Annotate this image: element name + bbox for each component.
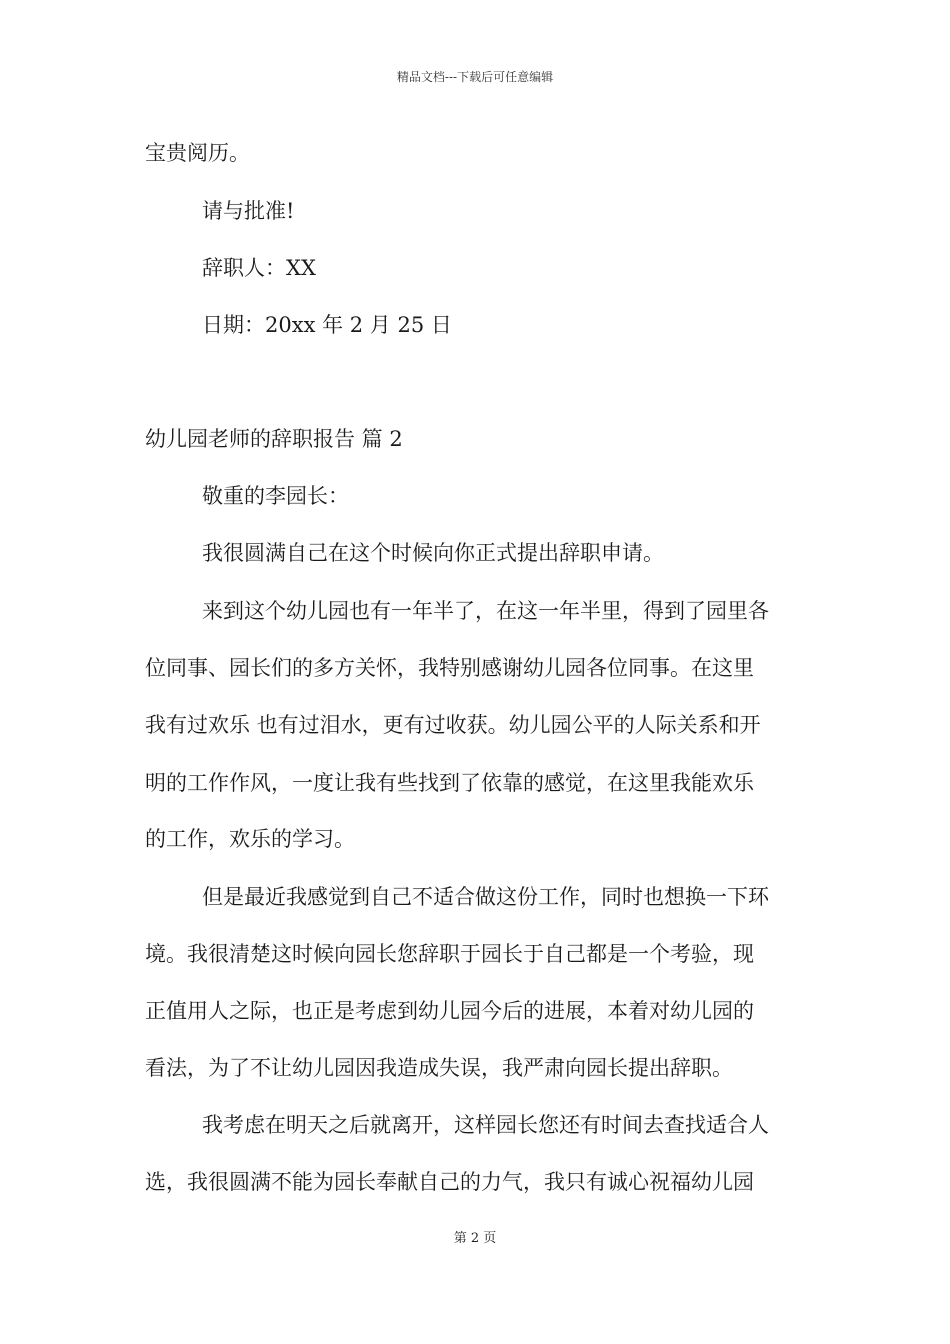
- section-title: 幼儿园老师的辞职报告 篇 2: [145, 427, 403, 451]
- paragraph-line: 正值用人之际，也正是考虑到幼儿园今后的进展，本着对幼儿园的: [145, 999, 754, 1023]
- page-number: 第 2 页: [453, 1231, 497, 1246]
- paragraph-line: 我很圆满自己在这个时候向你正式提出辞职申请。: [202, 541, 664, 565]
- page-header: 精品文档---下载后可任意编辑: [396, 70, 554, 84]
- paragraph-line: 宝贵阅历。: [145, 141, 250, 165]
- paragraph-line: 选，我很圆满不能为园长奉献自己的力气，我只有诚心祝福幼儿园: [145, 1170, 754, 1194]
- closing-request: 请与批准!: [202, 199, 295, 223]
- date-line: 日期：20xx 年 2 月 25 日: [202, 313, 452, 337]
- signature-line: 辞职人：XX: [202, 256, 316, 280]
- paragraph-line: 我有过欢乐 也有过泪水，更有过收获。幼儿园公平的人际关系和开: [145, 713, 761, 737]
- paragraph-line: 境。我很清楚这时候向园长您辞职于园长于自己都是一个考验，现: [145, 942, 754, 966]
- paragraph-line: 看法，为了不让幼儿园因我造成失误，我严肃向园长提出辞职。: [145, 1056, 733, 1080]
- paragraph-line: 但是最近我感觉到自己不适合做这份工作，同时也想换一下环: [202, 885, 769, 909]
- paragraph-line: 明的工作作风，一度让我有些找到了依靠的感觉，在这里我能欢乐: [145, 771, 754, 795]
- paragraph-line: 来到这个幼儿园也有一年半了，在这一年半里，得到了园里各: [202, 599, 769, 623]
- paragraph-line: 位同事、园长们的多方关怀，我特别感谢幼儿园各位同事。在这里: [145, 656, 754, 680]
- paragraph-line: 的工作，欢乐的学习。: [145, 827, 355, 851]
- salutation: 敬重的李园长：: [202, 484, 349, 508]
- paragraph-line: 我考虑在明天之后就离开，这样园长您还有时间去查找适合人: [202, 1113, 769, 1137]
